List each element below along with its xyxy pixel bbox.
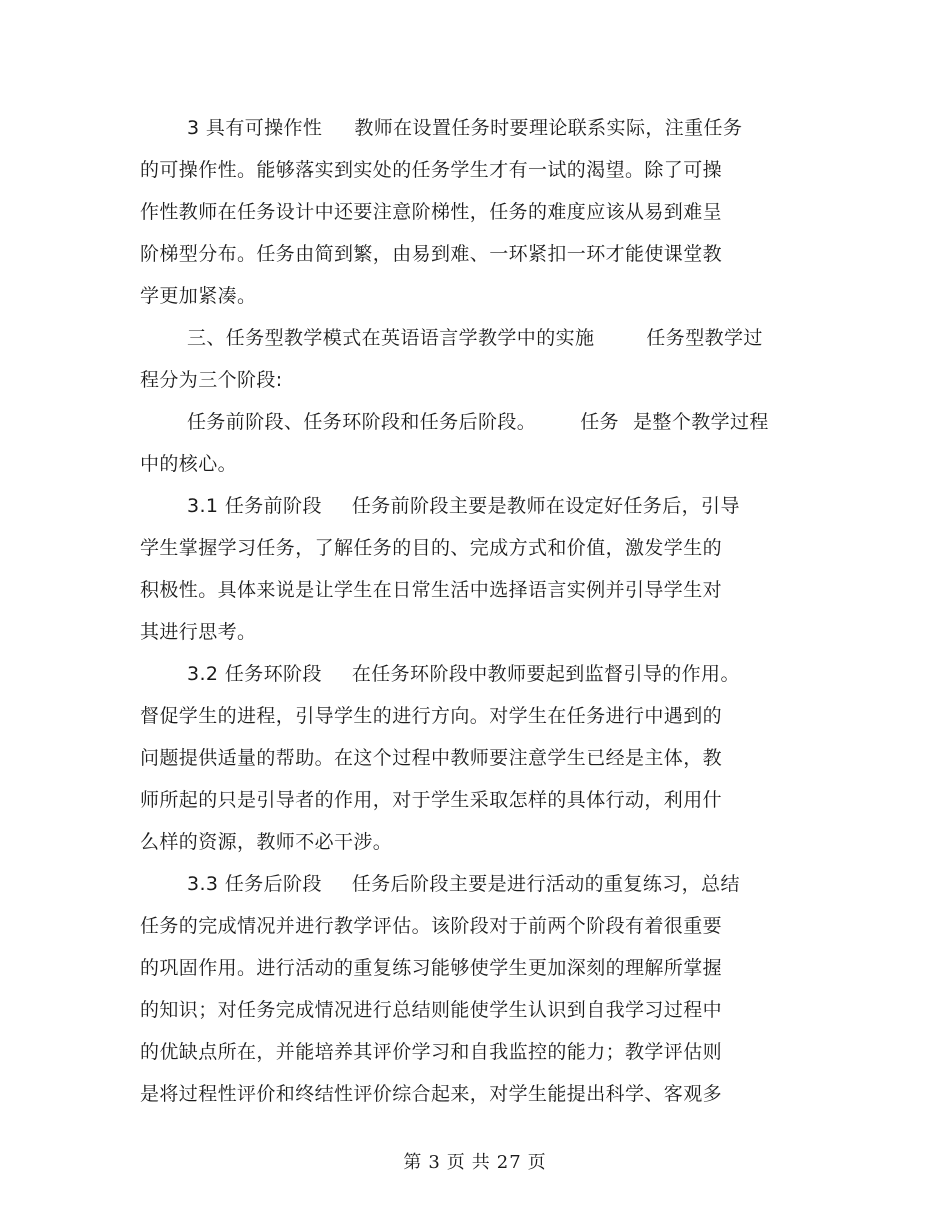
footer-prefix: 第 (403, 1152, 423, 1173)
text-line: 中的核心。 (140, 453, 238, 475)
page-number: 3 (428, 1152, 441, 1173)
text-fragment: 是整个教学过程 (633, 411, 769, 433)
text-line: 教师在设置任务时要理论联系实际，注重任务 (354, 117, 743, 139)
paragraph-1-first-line (187, 115, 742, 141)
total-pages: 27 (496, 1152, 522, 1173)
text-line: 作性教师在任务设计中还要注意阶梯性，任务的难度应该从易到难呈 (140, 201, 723, 223)
text-line: 任务后阶段主要是进行活动的重复练习，总结 (351, 873, 740, 895)
text-line: 的知识；对任务完成情况进行总结则能使学生认识到自我学习过程中 (140, 999, 723, 1021)
paragraph-3-1-first-line (187, 493, 740, 519)
paragraph-3-3-first-line (187, 871, 740, 897)
paragraph-2-first-line (187, 325, 763, 351)
footer-suffix: 页 (527, 1152, 547, 1173)
text-line: 阶梯型分布。任务由简到繁，由易到难、一环紧扣一环才能使课堂教 (140, 243, 723, 265)
text-line: 的巩固作用。进行活动的重复练习能够使学生更加深刻的理解所掌握 (140, 957, 723, 979)
paragraph-3-first-line (187, 409, 769, 435)
section-heading-3: 3 具有可操作性 (187, 117, 323, 139)
section-heading-3-2: 3.2 任务环阶段 (187, 663, 322, 685)
text-line: 问题提供适量的帮助。在这个过程中教师要注意学生已经是主体，教 (140, 747, 723, 769)
section-heading-3-3: 3.3 任务后阶段 (187, 873, 322, 895)
text-line: 程分为三个阶段: (140, 369, 283, 391)
text-line: 是将过程性评价和终结性评价综合起来，对学生能提出科学、客观多 (140, 1083, 723, 1105)
text-line: 学生掌握学习任务，了解任务的目的、完成方式和价值，激发学生的 (140, 537, 723, 559)
text-line: 在任务环阶段中教师要起到监督引导的作用。 (351, 663, 740, 685)
section-heading-three: 三、任务型教学模式在英语语言学教学中的实施 (187, 327, 595, 349)
paragraph-3-2-first-line (187, 661, 740, 687)
text-line: 其进行思考。 (140, 621, 257, 643)
text-line: 任务型教学过 (646, 327, 763, 349)
text-line: 任务的完成情况并进行教学评估。该阶段对于前两个阶段有着很重要 (140, 915, 723, 937)
text-line: 任务前阶段主要是教师在设定好任务后，引导 (351, 495, 740, 517)
section-heading-3-1: 3.1 任务前阶段 (187, 495, 322, 517)
text-fragment: 任务 (580, 411, 620, 433)
text-line: 学更加紧凑。 (140, 285, 257, 307)
text-line: 任务前阶段、任务环阶段和任务后阶段。 (187, 411, 537, 433)
text-line: 的优缺点所在，并能培养其评价学习和自我监控的能力；教学评估则 (140, 1041, 723, 1063)
text-line: 积极性。具体来说是让学生在日常生活中选择语言实例并引导学生对 (140, 579, 723, 601)
footer-page-label: 页 (446, 1152, 466, 1173)
footer-total-label: 共 (471, 1152, 491, 1173)
page-footer (0, 1150, 950, 1176)
text-line: 师所起的只是引导者的作用，对于学生采取怎样的具体行动，利用什 (140, 789, 723, 811)
text-line: 督促学生的进程，引导学生的进行方向。对学生在任务进行中遇到的 (140, 705, 723, 727)
text-line: 的可操作性。能够落实到实处的任务学生才有一试的渴望。除了可操 (140, 159, 723, 181)
text-line: 么样的资源，教师不必干涉。 (140, 831, 393, 853)
